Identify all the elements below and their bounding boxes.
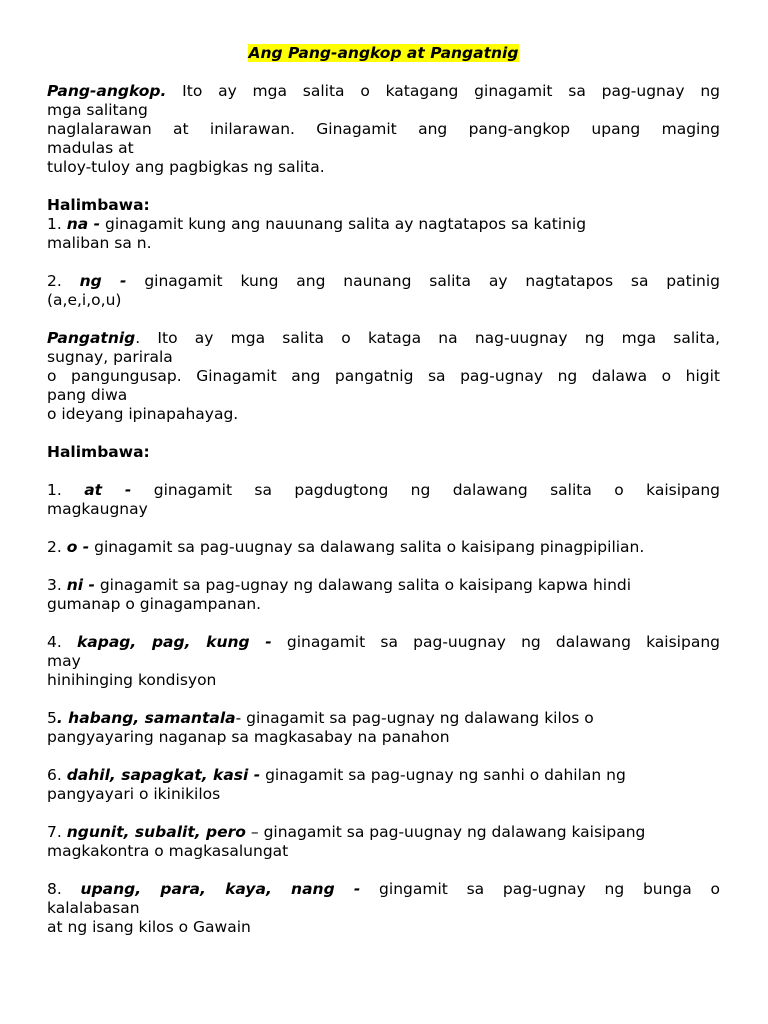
- example-term: ngunit, subalit, pero: [66, 823, 246, 841]
- pangangkop-line-1: [47, 82, 720, 101]
- example-number: 6.: [47, 766, 67, 784]
- pangatnig-example-5: [47, 709, 720, 747]
- pangatnig-term: Pangatnig: [47, 329, 136, 347]
- pangangkop-term: Pang-angkop.: [47, 82, 167, 100]
- example-text: – ginagamit sa pag-uugnay ng dalawang kaisipang: [245, 823, 646, 841]
- example-number: 8.: [47, 880, 81, 898]
- example-text-cont: magkaugnay: [47, 500, 148, 518]
- example-text: ginagamit sa pag-ugnay ng sanhi o dahilan ng: [260, 766, 626, 784]
- example-number: 7.: [47, 823, 67, 841]
- example-text-cont: magkakontra o magkasalungat: [47, 842, 289, 860]
- example-text-cont: may: [47, 652, 81, 670]
- example-term: kapag, pag, kung -: [76, 633, 272, 651]
- example-term: upang, para, kaya, nang -: [80, 880, 361, 898]
- example-text-cont: pangyayari o ikinikilos: [47, 785, 221, 803]
- example-text: ginagamit sa pag-uugnay ng dalawang kaisipang: [271, 633, 720, 651]
- pangangkop-example-1: [47, 215, 720, 253]
- example-term: at -: [84, 481, 132, 499]
- pangatnig-definition: [47, 329, 720, 424]
- pangatnig-line-1: [47, 329, 720, 348]
- example-term: . habang, samantala: [56, 709, 236, 727]
- pangatnig-example-7: [47, 823, 720, 861]
- example-text: - ginagamit sa pag-ugnay ng dalawang kilos o: [235, 709, 594, 727]
- pangangkop-line-4: madulas at: [47, 139, 134, 157]
- pangatnig-line-5: o ideyang ipinapahayag.: [47, 405, 239, 423]
- example-term: o -: [66, 538, 90, 556]
- example-term: ni -: [66, 576, 95, 594]
- example-text: ginagamit kung ang naunang salita ay nagtatapos sa patinig: [126, 272, 720, 290]
- document-page: [47, 44, 720, 937]
- pangangkop-line-3: naglalarawan at inilarawan. Ginagamit ang pang-angkop upang maging: [47, 120, 720, 138]
- example-text-cont: (a,e,i,o,u): [47, 291, 122, 309]
- pangatnig-text-1: . Ito ay mga salita o kataga na nag-uugnay ng mga salita,: [135, 329, 720, 347]
- pangatnig-example-4: [47, 633, 720, 690]
- pangangkop-example-2: [47, 272, 720, 310]
- example-term: na -: [66, 215, 101, 233]
- example-text-cont: pangyayaring naganap sa magkasabay na panahon: [47, 728, 450, 746]
- pangangkop-line-2: mga salitang: [47, 101, 148, 119]
- pangatnig-example-8: [47, 880, 720, 937]
- example-text: ginagamit sa pag-uugnay sa dalawang salita o kaisipang pinagpipilian.: [89, 538, 645, 556]
- example-text-cont-2: hinihinging kondisyon: [47, 671, 217, 689]
- pangatnig-line-3: o pangungusap. Ginagamit ang pangatnig sa pag-ugnay ng dalawa o higit: [47, 367, 720, 385]
- example-number: 2.: [47, 538, 67, 556]
- pangangkop-line-5: tuloy-tuloy ang pagbigkas ng salita.: [47, 158, 325, 176]
- example-number: 2.: [47, 272, 80, 290]
- pangatnig-example-2: [47, 538, 720, 557]
- example-text: ginagamit kung ang nauunang salita ay nagtatapos sa katinig: [100, 215, 587, 233]
- example-number: 1.: [47, 215, 67, 233]
- example-term: dahil, sapagkat, kasi -: [66, 766, 261, 784]
- example-term: ng -: [79, 272, 127, 290]
- example-text-cont: maliban sa n.: [47, 234, 152, 252]
- pangatnig-line-2: sugnay, parirala: [47, 348, 173, 366]
- example-text-cont-2: at ng isang kilos o Gawain: [47, 918, 251, 936]
- page-title: Ang Pang-angkop at Pangatnig: [248, 44, 519, 62]
- pangatnig-example-1: [47, 481, 720, 519]
- pangatnig-line-4: pang diwa: [47, 386, 128, 404]
- example-text: gingamit sa pag-ugnay ng bunga o: [360, 880, 720, 898]
- pangatnig-example-6: [47, 766, 720, 804]
- example-number: 4.: [47, 633, 77, 651]
- example-number: 5: [47, 709, 57, 727]
- halimbawa-heading-2: Halimbawa:: [47, 443, 150, 461]
- example-number: 1.: [47, 481, 85, 499]
- halimbawa-heading-1: Halimbawa:: [47, 196, 150, 214]
- example-number: 3.: [47, 576, 67, 594]
- example-text: ginagamit sa pagdugtong ng dalawang salita o kaisipang: [131, 481, 721, 499]
- example-text: ginagamit sa pag-ugnay ng dalawang salita o kaisipang kapwa hindi: [94, 576, 632, 594]
- example-text-cont: kalalabasan: [47, 899, 140, 917]
- pangangkop-text-1: Ito ay mga salita o katagang ginagamit sa pag-ugnay ng: [166, 82, 720, 100]
- pangangkop-definition: [47, 82, 720, 177]
- example-text-cont: gumanap o ginagampanan.: [47, 595, 262, 613]
- title-row: [47, 44, 720, 63]
- pangatnig-example-3: [47, 576, 720, 614]
